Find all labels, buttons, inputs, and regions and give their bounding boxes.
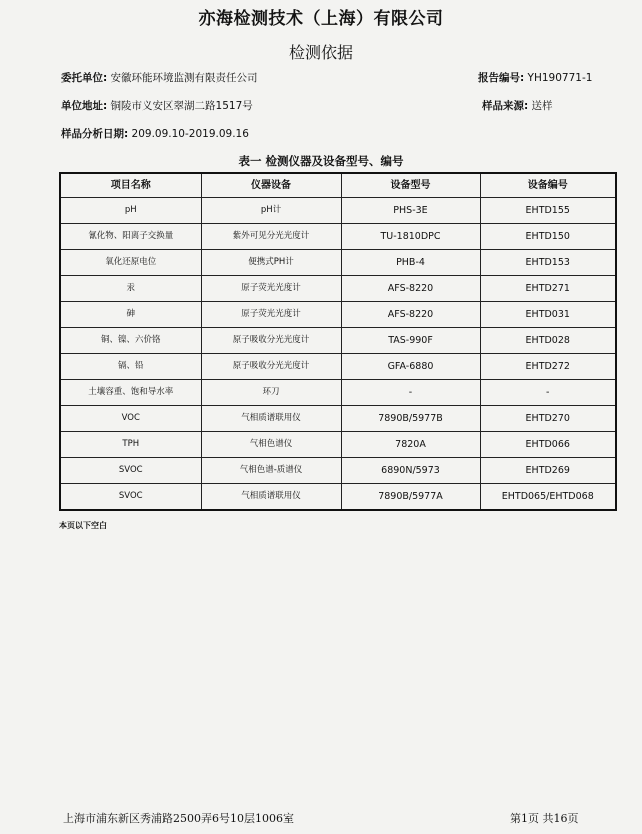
table-row — [60, 250, 616, 276]
cell-item: 氰化物、阳离子交换量 — [60, 224, 201, 250]
cell-model: GFA-6880 — [341, 354, 480, 380]
cell-equipment-no: EHTD150 — [480, 224, 616, 250]
instrument-table — [59, 172, 617, 511]
cell-instrument: pH计 — [201, 198, 341, 224]
analysis-date-field — [61, 126, 249, 141]
table-row — [60, 198, 616, 224]
cell-equipment-no: EHTD065/EHTD068 — [480, 484, 616, 511]
address-field — [61, 98, 253, 113]
cell-item: TPH — [60, 432, 201, 458]
cell-item: VOC — [60, 406, 201, 432]
cell-instrument: 原子吸收分光光度计 — [201, 354, 341, 380]
sample-source-label: 样品来源: — [482, 100, 529, 112]
cell-instrument: 气相质谱联用仪 — [201, 484, 341, 511]
cell-model: 7890B/5977B — [341, 406, 480, 432]
cell-equipment-no: EHTD155 — [480, 198, 616, 224]
document-title: 检测依据 — [288, 43, 353, 62]
cell-equipment-no: EHTD271 — [480, 276, 616, 302]
cell-model: PHS-3E — [341, 198, 480, 224]
table-caption: 表一 检测仪器及设备型号、编号 — [238, 154, 404, 168]
report-number-field — [478, 70, 592, 85]
cell-model: 6890N/5973 — [341, 458, 480, 484]
cell-equipment-no: EHTD028 — [480, 328, 616, 354]
cell-model: AFS-8220 — [341, 302, 480, 328]
cell-item: 汞 — [60, 276, 201, 302]
cell-item: 砷 — [60, 302, 201, 328]
table-row — [60, 276, 616, 302]
cell-model: - — [341, 380, 480, 406]
analysis-date-label: 样品分析日期: — [61, 128, 129, 140]
cell-instrument: 气相色谱仪 — [201, 432, 341, 458]
header-model: 设备型号 — [341, 173, 480, 198]
cell-model: TU-1810DPC — [341, 224, 480, 250]
cell-instrument: 原子荧光光度计 — [201, 276, 341, 302]
report-number-value: YH190771-1 — [527, 72, 593, 84]
cell-equipment-no: EHTD153 — [480, 250, 616, 276]
header-equipment-no: 设备编号 — [480, 173, 616, 198]
cell-item: 镉、铅 — [60, 354, 201, 380]
address-label: 单位地址: — [61, 100, 108, 112]
cell-item: 铜、镍、六价铬 — [60, 328, 201, 354]
table-header-row — [60, 173, 616, 198]
table-row — [60, 458, 616, 484]
table-row — [60, 380, 616, 406]
table-row — [60, 406, 616, 432]
cell-item: SVOC — [60, 484, 201, 511]
cell-instrument: 气相色谱-质谱仪 — [201, 458, 341, 484]
cell-instrument: 原子荧光光度计 — [201, 302, 341, 328]
sample-source-value: 送样 — [531, 100, 553, 112]
footer-address: 上海市浦东新区秀浦路2500弄6号10层1006室 — [63, 812, 294, 825]
cell-model: PHB-4 — [341, 250, 480, 276]
cell-instrument: 气相质谱联用仪 — [201, 406, 341, 432]
cell-equipment-no: EHTD269 — [480, 458, 616, 484]
cell-model: 7820A — [341, 432, 480, 458]
table-row — [60, 432, 616, 458]
table-row — [60, 484, 616, 511]
client-label: 委托单位: — [61, 72, 108, 84]
cell-equipment-no: EHTD272 — [480, 354, 616, 380]
header-instrument: 仪器设备 — [201, 173, 341, 198]
client-value: 安徽环能环境监测有限责任公司 — [110, 72, 258, 84]
cell-instrument: 便携式PH计 — [201, 250, 341, 276]
table-row — [60, 328, 616, 354]
table-row — [60, 354, 616, 380]
cell-model: AFS-8220 — [341, 276, 480, 302]
cell-equipment-no: EHTD270 — [480, 406, 616, 432]
cell-equipment-no: - — [480, 380, 616, 406]
table-row — [60, 302, 616, 328]
cell-item: pH — [60, 198, 201, 224]
header-item-name: 项目名称 — [60, 173, 201, 198]
cell-instrument: 紫外可见分光光度计 — [201, 224, 341, 250]
cell-instrument: 原子吸收分光光度计 — [201, 328, 341, 354]
report-number-label: 报告编号: — [478, 72, 525, 84]
cell-equipment-no: EHTD031 — [480, 302, 616, 328]
cell-item: 土壤容重、饱和导水率 — [60, 380, 201, 406]
client-field — [61, 70, 258, 85]
blank-below-note: 本页以下空白 — [59, 521, 107, 530]
cell-equipment-no: EHTD066 — [480, 432, 616, 458]
address-value: 铜陵市义安区翠湖二路1517号 — [110, 100, 253, 112]
cell-item: 氧化还原电位 — [60, 250, 201, 276]
cell-model: 7890B/5977A — [341, 484, 480, 511]
cell-item: SVOC — [60, 458, 201, 484]
table-row — [60, 224, 616, 250]
cell-instrument: 环刀 — [201, 380, 341, 406]
company-name: 亦海检测技术（上海）有限公司 — [198, 9, 444, 29]
cell-model: TAS-990F — [341, 328, 480, 354]
analysis-date-value: 209.09.10-2019.09.16 — [131, 128, 249, 140]
sample-source-field — [482, 98, 553, 113]
footer-page-number: 第1页 共16页 — [510, 812, 579, 825]
